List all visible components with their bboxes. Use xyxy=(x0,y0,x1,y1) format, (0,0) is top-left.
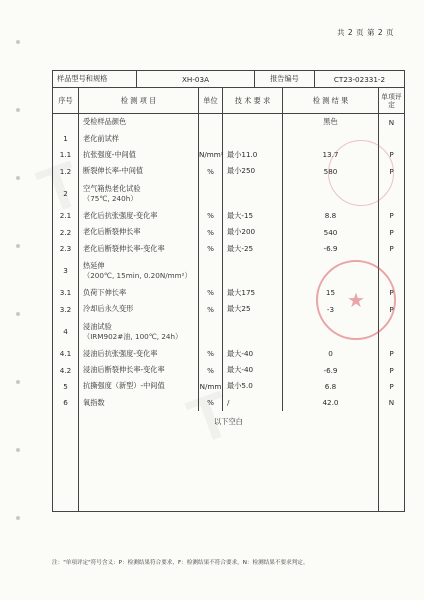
requirement-cell: 最大175 xyxy=(223,285,283,301)
row-number: 1.1 xyxy=(53,147,79,163)
requirement-cell: 最大-40 xyxy=(223,346,283,362)
test-condition: （IRM902#油, 100℃, 24h） xyxy=(83,331,183,341)
test-item-label: 浸油试验 xyxy=(83,321,112,331)
unit-cell: % xyxy=(199,224,223,240)
model-label: 样品型号和规格 xyxy=(53,71,137,88)
unit-cell: % xyxy=(199,208,223,224)
row-number: 4.1 xyxy=(53,346,79,362)
evaluation-cell: P xyxy=(379,224,405,240)
requirement-cell xyxy=(223,257,283,285)
unit-cell: N/mm xyxy=(199,378,223,394)
unit-cell: N/mm² xyxy=(199,147,223,163)
unit-cell xyxy=(199,114,223,131)
requirement-cell xyxy=(223,130,283,146)
table-row xyxy=(53,224,405,240)
test-item xyxy=(79,208,199,224)
unit-cell: % xyxy=(199,395,223,411)
model-value: XH-03A xyxy=(137,71,255,88)
test-item-label: 负荷下伸长率 xyxy=(83,287,127,297)
blank-row xyxy=(53,411,405,512)
result-cell: 580 xyxy=(283,163,379,179)
row-number: 4 xyxy=(53,318,79,346)
test-item xyxy=(79,301,199,317)
test-item-label: 抗撕强度（新型）-中间值 xyxy=(83,381,165,391)
unit-cell xyxy=(199,130,223,146)
test-item xyxy=(79,163,199,179)
test-item xyxy=(79,180,199,208)
evaluation-cell: N xyxy=(379,395,405,411)
requirement-cell xyxy=(223,180,283,208)
row-number: 2.1 xyxy=(53,208,79,224)
result-cell: 540 xyxy=(283,224,379,240)
test-item-label: 冷却后永久变形 xyxy=(83,304,134,314)
evaluation-cell: P xyxy=(379,346,405,362)
evaluation-cell: P xyxy=(379,208,405,224)
requirement-cell: 最大-15 xyxy=(223,208,283,224)
test-item xyxy=(79,285,199,301)
test-item xyxy=(79,318,199,346)
test-item xyxy=(79,395,199,411)
test-item-label: 抗张强度-中间值 xyxy=(83,149,136,159)
evaluation-cell: P xyxy=(379,285,405,301)
page-number: 共 2 页 第 2 页 xyxy=(337,28,394,37)
table-row xyxy=(53,114,405,131)
result-cell: 15 xyxy=(283,285,379,301)
requirement-cell: 最小5.0 xyxy=(223,378,283,394)
result-cell: 8.8 xyxy=(283,208,379,224)
row-number: 2.2 xyxy=(53,224,79,240)
test-item-label: 氧指数 xyxy=(83,397,105,407)
binding-holes xyxy=(16,0,20,600)
row-number: 2.3 xyxy=(53,240,79,256)
inspection-seal: ★ xyxy=(316,260,396,340)
requirement-cell: 最小250 xyxy=(223,163,283,179)
blank-cell xyxy=(79,411,379,512)
table-row xyxy=(53,362,405,378)
test-item xyxy=(79,147,199,163)
row-number: 5 xyxy=(53,378,79,394)
test-item-label: 浸油后断裂伸长率-变化率 xyxy=(83,365,165,375)
table-row xyxy=(53,346,405,362)
row-number: 3 xyxy=(53,257,79,285)
test-item xyxy=(79,130,199,146)
sample-header-table xyxy=(52,70,405,88)
test-item xyxy=(79,114,199,131)
result-cell: 黑色 xyxy=(283,114,379,131)
test-item-label: 浸油后抗张强度-变化率 xyxy=(83,348,158,358)
evaluation-cell: P xyxy=(379,362,405,378)
requirement-cell: 最大25 xyxy=(223,301,283,317)
requirement-cell: 最大-25 xyxy=(223,240,283,256)
blank-cell xyxy=(379,411,405,512)
row-number: 3.1 xyxy=(53,285,79,301)
col-header-no: 序号 xyxy=(53,88,79,114)
unit-cell xyxy=(199,257,223,285)
row-number: 6 xyxy=(53,395,79,411)
unit-cell: % xyxy=(199,346,223,362)
inspection-seal xyxy=(328,140,394,206)
row-number: 1.2 xyxy=(53,163,79,179)
evaluation-cell: P xyxy=(379,378,405,394)
evaluation-cell: P xyxy=(379,240,405,256)
result-cell: -6.9 xyxy=(283,362,379,378)
test-item xyxy=(79,362,199,378)
unit-cell xyxy=(199,180,223,208)
test-item xyxy=(79,346,199,362)
test-item-label: 热延伸 xyxy=(83,260,105,270)
test-item-label: 断裂伸长率-中间值 xyxy=(83,166,144,176)
col-header-requirement: 技 术 要 求 xyxy=(223,88,283,114)
requirement-cell xyxy=(223,114,283,131)
unit-cell: % xyxy=(199,285,223,301)
requirement-cell: / xyxy=(223,395,283,411)
row-number: 3.2 xyxy=(53,301,79,317)
report-label: 报告编号 xyxy=(255,71,315,88)
test-item-label: 老化后断裂伸长率 xyxy=(83,227,141,237)
test-item xyxy=(79,257,199,285)
test-item xyxy=(79,240,199,256)
test-item-label: 老化前试样 xyxy=(83,133,119,143)
test-item-label: 受检样品颜色 xyxy=(83,117,127,127)
requirement-cell: 最小200 xyxy=(223,224,283,240)
result-cell: -3 xyxy=(283,301,379,317)
unit-cell: % xyxy=(199,301,223,317)
evaluation-cell: P xyxy=(379,163,405,179)
row-number: 4.2 xyxy=(53,362,79,378)
test-item xyxy=(79,224,199,240)
col-header-item: 检 测 项 目 xyxy=(79,88,199,114)
unit-cell xyxy=(199,318,223,346)
evaluation-cell xyxy=(379,130,405,146)
table-row xyxy=(53,240,405,256)
result-cell: 6.8 xyxy=(283,378,379,394)
blank-note: 以下空白 xyxy=(214,417,243,427)
report-value: CT23-02331-2 xyxy=(315,71,405,88)
requirement-cell: 最大-40 xyxy=(223,362,283,378)
result-cell: 13.7 xyxy=(283,147,379,163)
result-cell: -6.9 xyxy=(283,240,379,256)
table-row xyxy=(53,395,405,411)
test-item xyxy=(79,378,199,394)
table-row xyxy=(53,378,405,394)
row-number: 1 xyxy=(53,130,79,146)
row-number xyxy=(53,114,79,131)
blank-cell xyxy=(53,411,79,512)
col-header-unit: 单位 xyxy=(199,88,223,114)
test-item-label: 空气箱热老化试验 xyxy=(83,183,141,193)
unit-cell: % xyxy=(199,163,223,179)
unit-cell: % xyxy=(199,362,223,378)
evaluation-cell: P xyxy=(379,301,405,317)
col-header-result: 检 测 结 果 xyxy=(283,88,379,114)
evaluation-cell: P xyxy=(379,147,405,163)
result-cell: 42.0 xyxy=(283,395,379,411)
unit-cell: % xyxy=(199,240,223,256)
footnote: 注："单项评定"符号含义：P：检测结果符合要求，F：检测结果不符合要求，N：检测结果不要求判定。 xyxy=(52,560,309,566)
test-condition: （200℃, 15min, 0.20N/mm²） xyxy=(83,270,192,280)
test-item-label: 老化后抗张强度-变化率 xyxy=(83,210,158,220)
test-item-label: 老化后断裂伸长率-变化率 xyxy=(83,243,165,253)
requirement-cell xyxy=(223,318,283,346)
result-cell: 0 xyxy=(283,346,379,362)
test-condition: （75℃, 240h） xyxy=(83,193,138,203)
row-number: 2 xyxy=(53,180,79,208)
requirement-cell: 最小11.0 xyxy=(223,147,283,163)
table-row xyxy=(53,208,405,224)
col-header-evaluation: 单项评定 xyxy=(379,88,405,114)
evaluation-cell: N xyxy=(379,114,405,131)
